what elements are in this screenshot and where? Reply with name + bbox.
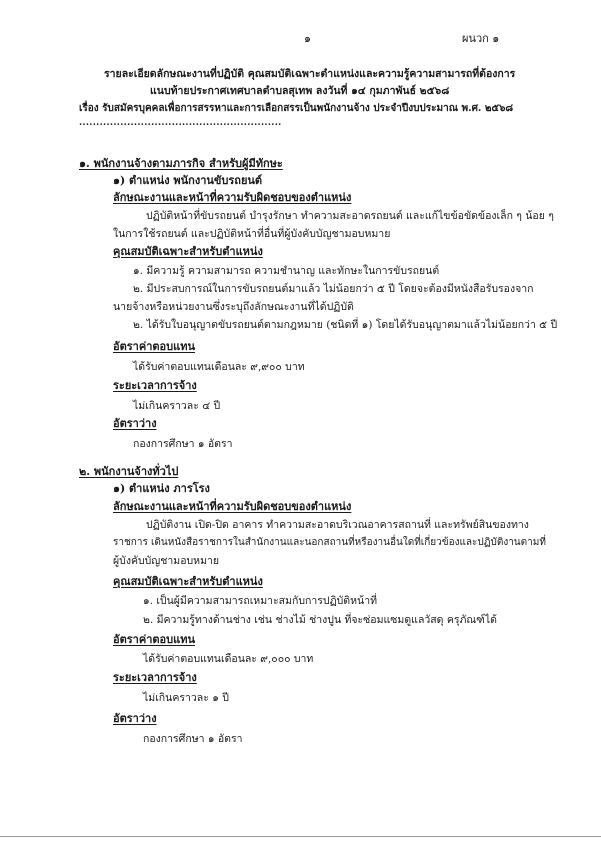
section1-pay: ได้รับค่าตอบแทนเดือนละ ๙,๙๐๐ บาท	[133, 361, 305, 373]
section2-duties-line-3: ผู้บังคับบัญชามอบหมาย	[113, 555, 220, 567]
section1-term: ไม่เกินคราวละ ๔ ปี	[133, 400, 221, 412]
section1-duties-line-1: ปฏิบัติหน้าที่ขับรถยนต์ บำรุงรักษา ทำความสะอาดรถยนต์ และแก้ไขข้อขัดข้องเล็ก ๆ น้อย ๆ	[146, 210, 554, 222]
section1-qual-1: ๑. มีความรู้ ความสามารถ ความชำนาญ และทักษะในการขับรถยนต์	[133, 265, 440, 277]
section1-term-heading: ระยะเวลาการจ้าง	[113, 379, 197, 392]
section1-position: ๑) ตำแหน่ง พนักงานขับรถยนต์	[113, 174, 263, 187]
section2-position: ๑) ตำแหน่ง ภารโรง	[113, 482, 210, 495]
header-line-1: รายละเอียดลักษณะงานที่ปฏิบัติ คุณสมบัติเฉพาะตำแหน่งและความรู้ความสามารถที่ต้องการ	[104, 68, 516, 80]
section2-duties-line-1: ปฏิบัติงาน เปิด-ปิด อาคาร ทำความสะอาดบริเวณอาคารสถานที่ และทรัพย์สินของทาง	[146, 519, 529, 531]
page-number: ๑	[304, 32, 311, 45]
section1-qual-heading: คุณสมบัติเฉพาะสำหรับตำแหน่ง	[113, 245, 263, 258]
section1-vacancy-heading: อัตราว่าง	[113, 417, 157, 430]
scan-edge-divider	[0, 836, 601, 837]
header-line-2: แนบท้ายประกาศเทศบาลตำบลสุเทพ ลงวันที่ ๑๔ กุมภาพันธ์ ๒๕๖๘	[150, 85, 450, 97]
section1-title: ๑. พนักงานจ้างตามภารกิจ สำหรับผู้มีทักษะ	[79, 157, 283, 170]
header-dots: ...........................................................	[79, 118, 282, 128]
section2-qual-1: ๑. เป็นผู้มีความสามารถเหมาะสมกับการปฏิบัติหน้าที่	[143, 595, 378, 607]
section1-qual-3: ๒. ได้รับใบอนุญาตขับรถยนต์ตามกฎหมาย (ชนิดที่ ๑) โดยได้รับอนุญาตมาแล้วไม่น้อยกว่า ๕ ปี	[133, 319, 558, 331]
section2-qual-heading: คุณสมบัติเฉพาะสำหรับตำแหน่ง	[113, 575, 263, 588]
section1-qual-2-line-2: นายจ้างหรือหน่วยงานซึ่งระบุถึงลักษณะงานที่ได้ปฏิบัติ	[113, 301, 354, 313]
section2-vacancy: กองการศึกษา ๑ อัตรา	[143, 733, 243, 745]
section2-vacancy-heading: อัตราว่าง	[113, 712, 157, 725]
section1-vacancy: กองการศึกษา ๑ อัตรา	[133, 438, 233, 450]
section2-pay: ได้รับค่าตอบแทนเดือนละ ๙,๐๐๐ บาท	[143, 653, 314, 665]
section1-pay-heading: อัตราค่าตอบแทน	[113, 340, 195, 353]
section2-duties-line-2: ราชการ เดินหนังสือราชการในสำนักงานและนอกสถานที่หรืองานอื่นใดที่เกี่ยวข้องและปฏิบัติงานตามที่	[113, 537, 546, 548]
appendix-label: ผนวก ๑	[462, 32, 500, 45]
section2-term-heading: ระยะเวลาการจ้าง	[113, 671, 197, 684]
section2-pay-heading: อัตราค่าตอบแทน	[113, 633, 195, 646]
section1-duties-heading: ลักษณะงานและหน้าที่ความรับผิดชอบของตำแหน่ง	[113, 191, 352, 204]
section2-title: ๒. พนักงานจ้างทั่วไป	[79, 465, 179, 478]
section2-qual-2: ๒. มีความรู้ทางด้านช่าง เช่น ช่างไม้ ช่างปูน ที่จะซ่อมแซมดูแลวัสดุ ครุภัณฑ์ได้	[143, 614, 497, 626]
section2-term: ไม่เกินคราวละ ๑ ปี	[143, 692, 229, 704]
header-line-3: เรื่อง รับสมัครบุคคลเพื่อการสรรหาและการเลือกสรรเป็นพนักงานจ้าง ประจำปีงบประมาณ พ.ศ. ๒๕๖๘	[79, 103, 514, 114]
section1-duties-line-2: ในการใช้รถยนต์ และปฏิบัติหน้าที่อื่นที่ผู้บังคับบัญชามอบหมาย	[113, 228, 391, 240]
section2-duties-heading: ลักษณะงานและหน้าที่ความรับผิดชอบของตำแหน่ง	[113, 500, 352, 513]
section1-qual-2-line-1: ๒. มีประสบการณ์ในการขับรถยนต์มาแล้ว ไม่น้อยกว่า ๕ ปี โดยจะต้องมีหนังสือรับรองจาก	[133, 283, 534, 295]
